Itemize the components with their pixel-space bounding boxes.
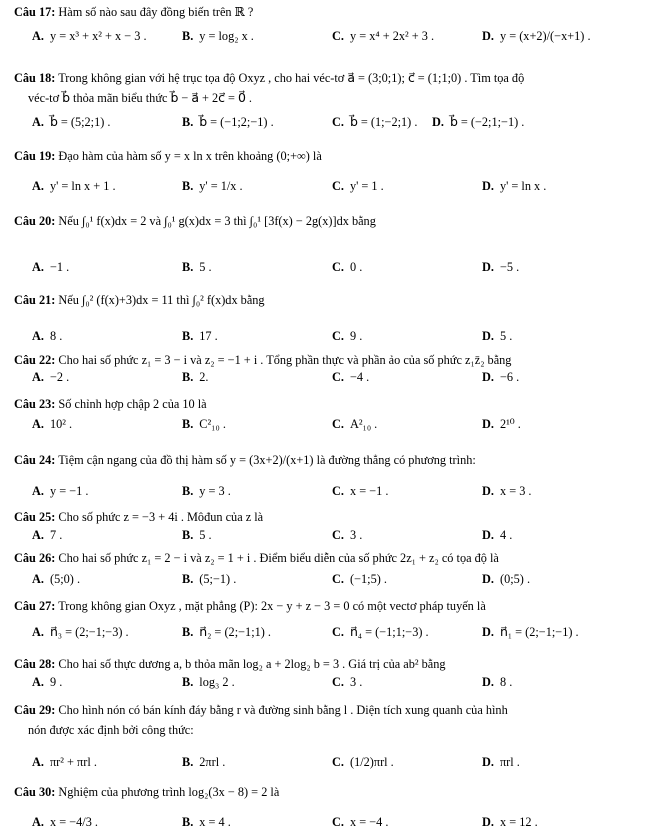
option-text: log₃ 2 . bbox=[199, 675, 235, 689]
option-c bbox=[332, 624, 429, 640]
option-text: (0;5) . bbox=[499, 572, 531, 586]
question-stem: Cho số phức z = −3 + 4i . Môđun của z là bbox=[58, 510, 264, 524]
option-text: x = −4 . bbox=[349, 815, 389, 829]
option-text: y = x⁴ + 2x² + 3 . bbox=[349, 29, 435, 43]
option-text: y' = 1 . bbox=[349, 179, 384, 193]
option-b bbox=[182, 259, 212, 275]
option-label: D. bbox=[482, 417, 494, 431]
option-label: A. bbox=[32, 572, 44, 586]
question-20 bbox=[14, 213, 642, 274]
option-text: b⃗ = (5;2;1) . bbox=[49, 115, 111, 129]
option-d bbox=[482, 178, 546, 194]
option-text: n⃗₁ = (2;−1;−1) . bbox=[499, 625, 579, 639]
option-text: y = log₂ x . bbox=[199, 29, 254, 43]
option-c bbox=[332, 178, 384, 194]
option-d bbox=[482, 328, 512, 344]
option-text: x = −1 . bbox=[349, 484, 389, 498]
option-text: n⃗₄ = (−1;1;−3) . bbox=[349, 625, 429, 639]
option-c bbox=[332, 369, 369, 385]
option-d bbox=[482, 527, 512, 543]
option-text: (1/2)πrl . bbox=[349, 755, 394, 769]
option-a bbox=[32, 28, 147, 44]
question-23 bbox=[14, 396, 642, 431]
option-label: B. bbox=[182, 417, 194, 431]
option-c bbox=[332, 416, 377, 432]
option-label: C. bbox=[332, 625, 344, 639]
option-label: B. bbox=[182, 755, 194, 769]
option-label: C. bbox=[332, 29, 344, 43]
option-text: 10² . bbox=[49, 417, 73, 431]
option-label: C. bbox=[332, 260, 344, 274]
option-text: −2 . bbox=[49, 370, 70, 384]
option-b bbox=[182, 814, 231, 830]
question-stem: Cho hai số thực dương a, b thỏa mãn log₂ a + 2log₂ b = 3 . Giá trị của ab² bằng bbox=[58, 657, 446, 671]
option-b bbox=[182, 416, 226, 432]
option-b bbox=[182, 571, 236, 587]
option-label: D. bbox=[482, 179, 494, 193]
question-21 bbox=[14, 292, 642, 343]
option-text: 5 . bbox=[499, 329, 513, 343]
question-stem-line2: véc-tơ b⃗ thỏa mãn biểu thức b⃗ − a⃗ + 2c⃗ = 0⃗ . bbox=[28, 91, 253, 105]
option-d bbox=[482, 28, 591, 44]
option-text: C²₁₀ . bbox=[199, 417, 226, 431]
question-stem: Đạo hàm của hàm số y = x ln x trên khoảng (0;+∞) là bbox=[58, 149, 322, 163]
option-d bbox=[482, 814, 538, 830]
option-label: A. bbox=[32, 179, 44, 193]
option-text: n⃗₃ = (2;−1;−3) . bbox=[49, 625, 129, 639]
option-label: C. bbox=[332, 572, 344, 586]
option-label: D. bbox=[482, 484, 494, 498]
question-label: Câu 27: bbox=[14, 599, 56, 613]
question-27 bbox=[14, 598, 642, 639]
option-label: A. bbox=[32, 329, 44, 343]
option-text: −6 . bbox=[499, 370, 520, 384]
question-28 bbox=[14, 656, 642, 689]
option-label: A. bbox=[32, 755, 44, 769]
option-c bbox=[332, 483, 388, 499]
option-b bbox=[182, 28, 254, 44]
option-a bbox=[32, 369, 69, 385]
option-label: D. bbox=[482, 755, 494, 769]
option-b bbox=[182, 527, 212, 543]
option-text: 9 . bbox=[49, 675, 63, 689]
option-b bbox=[182, 624, 271, 640]
option-label: A. bbox=[32, 484, 44, 498]
option-text: 0 . bbox=[349, 260, 363, 274]
option-label: B. bbox=[182, 815, 194, 829]
question-stem: Tiệm cận ngang của đồ thị hàm số y = (3x+2)/(x+1) là đường thẳng có phương trình: bbox=[58, 453, 476, 467]
option-b bbox=[182, 178, 243, 194]
option-a bbox=[32, 754, 97, 770]
option-text: 8 . bbox=[499, 675, 513, 689]
option-label: D. bbox=[482, 260, 494, 274]
option-label: A. bbox=[32, 115, 44, 129]
option-a bbox=[32, 328, 62, 344]
question-label: Câu 23: bbox=[14, 397, 56, 411]
option-c bbox=[332, 754, 394, 770]
option-label: A. bbox=[32, 417, 44, 431]
option-text: y' = ln x + 1 . bbox=[49, 179, 116, 193]
option-a bbox=[32, 814, 98, 830]
option-c bbox=[332, 674, 362, 690]
question-label: Câu 30: bbox=[14, 785, 56, 799]
option-c bbox=[332, 527, 362, 543]
question-25 bbox=[14, 509, 642, 542]
option-text: y = 3 . bbox=[199, 484, 231, 498]
question-22 bbox=[14, 352, 642, 384]
option-text: n⃗₂ = (2;−1;1) . bbox=[199, 625, 271, 639]
question-stem: Số chỉnh hợp chập 2 của 10 là bbox=[58, 397, 207, 411]
option-text: −1 . bbox=[49, 260, 70, 274]
option-text: 17 . bbox=[199, 329, 218, 343]
question-stem: Nếu ∫₀¹ f(x)dx = 2 và ∫₀¹ g(x)dx = 3 thì ∫₀¹ [3f(x) − 2g(x)]dx bằng bbox=[58, 214, 376, 228]
option-label: C. bbox=[332, 370, 344, 384]
option-text: 3 . bbox=[349, 528, 363, 542]
option-label: C. bbox=[332, 115, 344, 129]
question-stem: Hàm số nào sau đây đồng biến trên ℝ ? bbox=[58, 5, 254, 19]
option-a bbox=[32, 259, 69, 275]
option-label: D. bbox=[482, 675, 494, 689]
option-b bbox=[182, 114, 274, 130]
question-label: Câu 19: bbox=[14, 149, 56, 163]
question-stem: Nếu ∫₀² (f(x)+3)dx = 11 thì ∫₀² f(x)dx bằng bbox=[58, 293, 265, 307]
option-a bbox=[32, 527, 62, 543]
option-c bbox=[332, 28, 434, 44]
question-26 bbox=[14, 550, 642, 586]
question-label: Câu 29: bbox=[14, 703, 56, 717]
option-text: 8 . bbox=[49, 329, 63, 343]
option-label: C. bbox=[332, 179, 344, 193]
question-stem-line2: nón được xác định bởi công thức: bbox=[28, 723, 194, 737]
option-label: C. bbox=[332, 675, 344, 689]
question-label: Câu 25: bbox=[14, 510, 56, 524]
option-text: b⃗ = (−1;2;−1) . bbox=[199, 115, 274, 129]
question-stem: Cho hình nón có bán kính đáy bằng r và đường sinh bằng l . Diện tích xung quanh của hình bbox=[58, 703, 508, 717]
option-text: (−1;5) . bbox=[349, 572, 387, 586]
option-label: D. bbox=[482, 329, 494, 343]
option-text: πrl . bbox=[499, 755, 520, 769]
option-d bbox=[482, 571, 530, 587]
option-a bbox=[32, 483, 88, 499]
question-29 bbox=[14, 702, 642, 769]
option-text: y = −1 . bbox=[49, 484, 89, 498]
option-label: B. bbox=[182, 179, 194, 193]
question-stem: Cho hai số phức z₁ = 2 − i và z₂ = 1 + i . Điểm biểu diễn của số phức 2z₁ + z₂ có tọa độ là bbox=[58, 551, 499, 565]
option-label: A. bbox=[32, 260, 44, 274]
option-a bbox=[32, 416, 72, 432]
option-text: y' = 1/x . bbox=[199, 179, 243, 193]
option-d bbox=[482, 483, 532, 499]
option-label: B. bbox=[182, 115, 194, 129]
option-text: 3 . bbox=[349, 675, 363, 689]
question-18 bbox=[14, 70, 642, 129]
option-text: 5 . bbox=[199, 260, 212, 274]
option-text: 7 . bbox=[49, 528, 63, 542]
option-label: C. bbox=[332, 329, 344, 343]
option-text: 2πrl . bbox=[199, 755, 226, 769]
question-label: Câu 20: bbox=[14, 214, 56, 228]
question-label: Câu 26: bbox=[14, 551, 56, 565]
option-label: A. bbox=[32, 815, 44, 829]
option-d bbox=[482, 416, 521, 432]
option-c bbox=[332, 814, 388, 830]
option-label: C. bbox=[332, 815, 344, 829]
option-label: D. bbox=[482, 625, 494, 639]
question-24 bbox=[14, 452, 642, 498]
option-label: B. bbox=[182, 625, 194, 639]
option-label: D. bbox=[482, 528, 494, 542]
option-label: A. bbox=[32, 528, 44, 542]
question-stem: Trong không gian với hệ trục tọa độ Oxyz , cho hai véc-tơ a⃗ = (3;0;1); c⃗ = (1;1;0) . Tìm tọa độ bbox=[58, 71, 525, 85]
option-text: x = −4/3 . bbox=[49, 815, 98, 829]
option-label: B. bbox=[182, 329, 194, 343]
option-text: (5;−1) . bbox=[199, 572, 237, 586]
option-label: C. bbox=[332, 755, 344, 769]
option-text: 2¹⁰ . bbox=[499, 417, 521, 431]
option-text: y = (x+2)/(−x+1) . bbox=[499, 29, 591, 43]
option-text: −5 . bbox=[499, 260, 520, 274]
option-label: D. bbox=[432, 115, 444, 129]
question-19 bbox=[14, 148, 642, 193]
option-label: D. bbox=[482, 815, 494, 829]
option-b bbox=[182, 674, 235, 690]
option-a bbox=[32, 178, 116, 194]
option-text: x = 4 . bbox=[199, 815, 231, 829]
option-label: B. bbox=[182, 572, 194, 586]
option-text: 2. bbox=[199, 370, 209, 384]
option-label: C. bbox=[332, 484, 344, 498]
option-c bbox=[332, 259, 362, 275]
question-30 bbox=[14, 784, 642, 829]
option-text: b⃗ = (1;−2;1) . bbox=[349, 115, 418, 129]
question-label: Câu 21: bbox=[14, 293, 56, 307]
option-text: 5 . bbox=[199, 528, 212, 542]
option-d bbox=[482, 369, 519, 385]
question-label: Câu 22: bbox=[14, 353, 56, 367]
option-b bbox=[182, 369, 209, 385]
option-label: B. bbox=[182, 484, 194, 498]
option-label: B. bbox=[182, 675, 194, 689]
option-d bbox=[432, 114, 524, 130]
question-label: Câu 17: bbox=[14, 5, 56, 19]
option-label: D. bbox=[482, 572, 494, 586]
option-d bbox=[482, 674, 512, 690]
option-text: x = 12 . bbox=[499, 815, 538, 829]
option-c bbox=[332, 114, 417, 130]
option-text: −4 . bbox=[349, 370, 370, 384]
question-stem: Trong không gian Oxyz , mặt phẳng (P): 2x − y + z − 3 = 0 có một vectơ pháp tuyến là bbox=[58, 599, 486, 613]
option-text: A²₁₀ . bbox=[349, 417, 378, 431]
option-label: D. bbox=[482, 29, 494, 43]
option-d bbox=[482, 624, 579, 640]
option-c bbox=[332, 328, 362, 344]
option-a bbox=[32, 114, 110, 130]
question-17 bbox=[14, 4, 642, 43]
option-a bbox=[32, 674, 62, 690]
option-label: A. bbox=[32, 29, 44, 43]
option-label: A. bbox=[32, 675, 44, 689]
option-c bbox=[332, 571, 387, 587]
option-label: B. bbox=[182, 370, 194, 384]
question-label: Câu 24: bbox=[14, 453, 56, 467]
question-stem: Cho hai số phức z₁ = 3 − i và z₂ = −1 + i . Tổng phần thực và phần ảo của số phức z₁z̄₂ bằng bbox=[58, 353, 512, 367]
option-text: 4 . bbox=[499, 528, 513, 542]
question-stem: Nghiệm của phương trình log₂(3x − 8) = 2 là bbox=[58, 785, 280, 799]
question-label: Câu 18: bbox=[14, 71, 56, 85]
option-label: B. bbox=[182, 528, 194, 542]
option-label: C. bbox=[332, 417, 344, 431]
option-text: b⃗ = (−2;1;−1) . bbox=[449, 115, 525, 129]
option-text: πr² + πrl . bbox=[49, 755, 97, 769]
option-text: (5;0) . bbox=[49, 572, 81, 586]
option-d bbox=[482, 754, 520, 770]
option-label: B. bbox=[182, 29, 194, 43]
option-a bbox=[32, 571, 80, 587]
option-label: B. bbox=[182, 260, 194, 274]
option-text: y = x³ + x² + x − 3 . bbox=[49, 29, 147, 43]
option-label: A. bbox=[32, 370, 44, 384]
option-a bbox=[32, 624, 129, 640]
option-label: A. bbox=[32, 625, 44, 639]
option-d bbox=[482, 259, 519, 275]
option-text: x = 3 . bbox=[499, 484, 532, 498]
option-label: D. bbox=[482, 370, 494, 384]
option-text: 9 . bbox=[349, 329, 363, 343]
option-label: C. bbox=[332, 528, 344, 542]
option-b bbox=[182, 328, 218, 344]
option-b bbox=[182, 754, 225, 770]
question-label: Câu 28: bbox=[14, 657, 56, 671]
option-text: y' = ln x . bbox=[499, 179, 547, 193]
option-b bbox=[182, 483, 231, 499]
